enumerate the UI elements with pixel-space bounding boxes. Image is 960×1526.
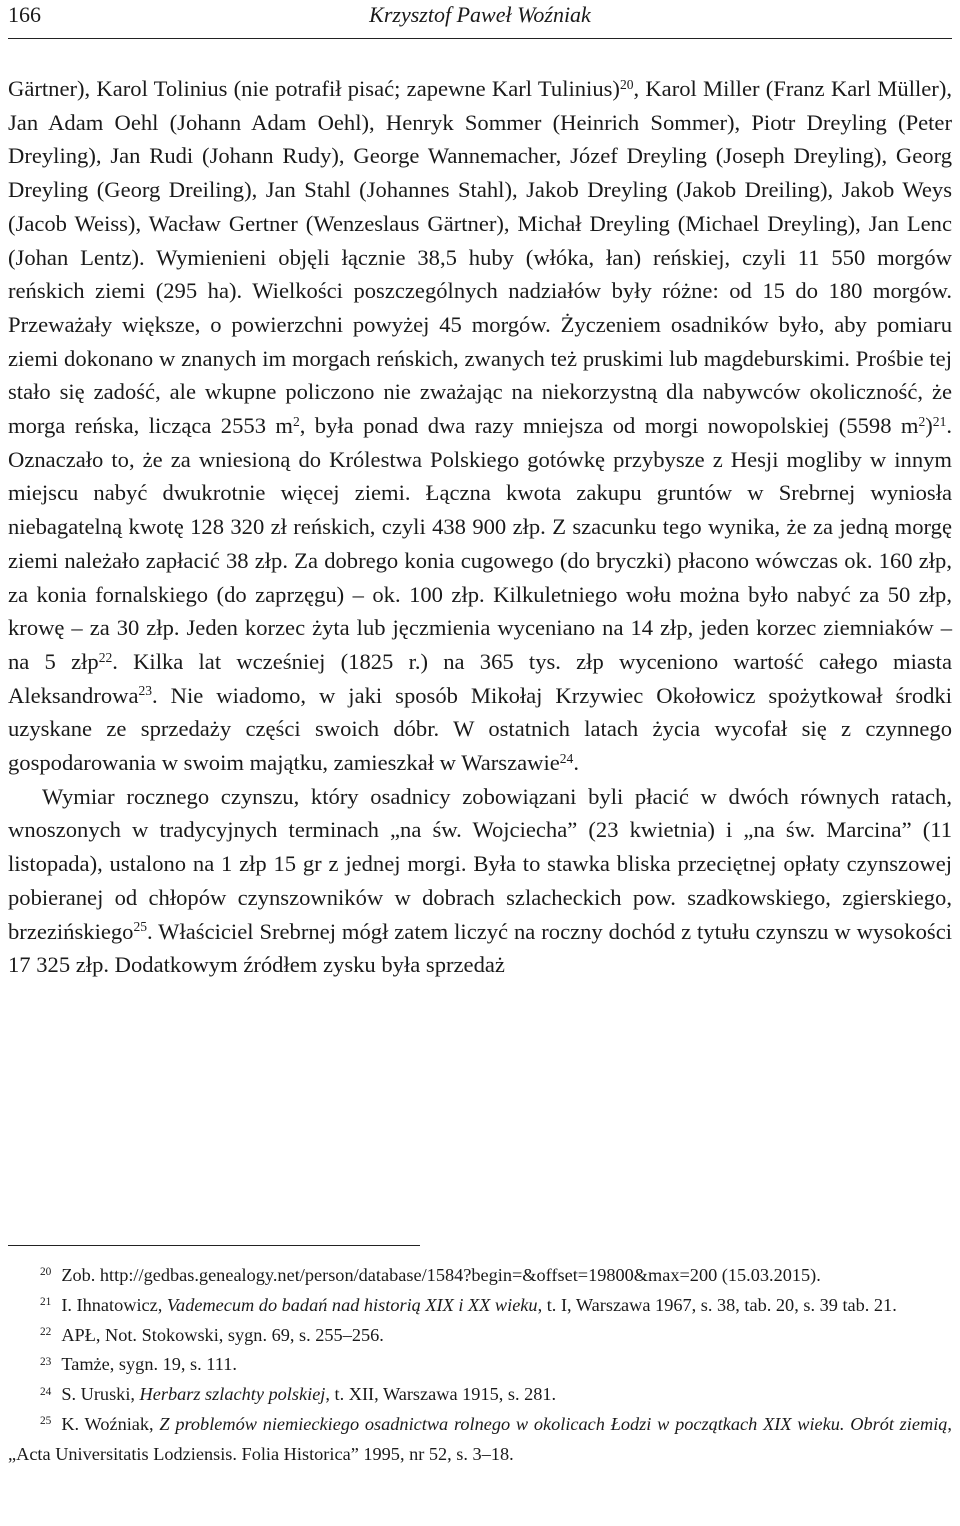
page-number: 166 (8, 2, 41, 27)
page-header (8, 0, 952, 39)
footnote-ref-20: 20 (619, 76, 634, 92)
footnote-ref-24: 24 (559, 750, 574, 766)
running-title: Krzysztof Paweł Woźniak (369, 2, 591, 27)
footnote-20: $^{20}$ Zob. http://gedbas.genealogy.net/person/database/1584?begin=&offset=19800&max=200 (15.03.2015). (40, 1265, 821, 1285)
footnote-ref-21: 21 (932, 413, 947, 429)
superscript-square: 2 (918, 413, 926, 429)
footnotes (8, 1262, 952, 1468)
footnote-ref-23: 23 (138, 683, 153, 699)
footnote-22: $^{22}$ APŁ, Not. Stokowski, sygn. 69, s. 255–256. (40, 1324, 384, 1345)
footnote-21: $^{21}$ I. Ihnatowicz, Vademecum do badań nad historią XIX i XX wieku, t. I, Warszawa 1967, s. 38, tab. 20, s. 39 tab. 21. (40, 1294, 897, 1315)
footnote-ref-25: 25 (133, 919, 148, 935)
main-text (8, 72, 952, 982)
paragraph-1: Gärtner), Karol Tolinius (nie potrafił pisać; zapewne Karl Tulinius)$^{20}$, Karol Miller (Franz Karl Müller), Jan Adam Oehl (Johann Adam Oehl), Henryk Sommer (Heinrich Sommer), Piotr Dreyling (Peter Dreyling), Jan Rudi (Johann Rudy), George Wannemacher, Józef Dreyling (Joseph Dreyling), Georg Dreyling (Georg Dreiling), Jan Stahl (Johannes Stahl), Jakob Dreyling (Jakob Dreiling), Jakob Weys (Jacob Weiss), Wacław Gertner (Wenzeslaus Gärtner), Michał Dreyling (Michael Dreyling), Jan Lenc (Johan Lentz). Wymienieni objęli łącznie 38,5 huby (włóka, łan) reńskiej, czyli 11 550 morgów reńskich ziemi (295 ha). Wielkości poszczególnych nadziałów były różne: od 15 do 180 morgów. Przeważały większe, o powierzchni powyżej 45 morgów. Życzeniem osadników było, aby pomiaru ziemi dokonano w znanych im morgach reńskich, zwanych też pruskimi lub magdeburskimi. Prośbie tej stało się zadość, ale wkupne policzono nie zważając na niekorzystną dla nabywców okoliczność, że morga reńska, licząca 2553 $m^2$, była ponad dwa razy mniejsza od morgi nowopolskiej (5598 $m^2)^{21}$. Oznaczało to, że za wniesioną do Królestwa Polskiego gotówkę przybysze z Hesji mogliby w innym miejscu nabyć dwukrotnie więcej ziemi. Łączna kwota zakupu gruntów w Srebrnej wyniosła niebagatelną kwotę 128 320 zł reńskich, czyli 438 900 złp. Z szacunku tego wynika, że za jedną morgę ziemi należało zapłacić 38 złp. Za dobrego konia cugowego (do bryczki) płacono wówczas ok. 160 złp, za konia fornalskiego (do zaprzęgu) – ok. 100 złp. Kilkuletniego wołu można było nabyć za 50 złp, krowę – za 30 złp. Jeden korzec żyta lub jęczmienia wyceniano na 14 złp, jeden korzec ziemniaków – na 5 złp$^{22}$. Kilka lat wcześniej (1825 r.) na 365 tys. złp wyceniono wartość całego miasta Aleksandrowa$^{23}$. Nie wiadomo, w jaki sposób Mikołaj Krzywiec Okołowicz spożytkował środki uzyskane ze sprzedaży części swoich dóbr. W ostatnich latach życia wycofał się z czynnego gospodarowania w swoim majątku, zamieszkał w Warszawie$^{24}$. (8, 76, 952, 776)
superscript-square: 2 (292, 413, 300, 429)
footnote-separator (8, 1245, 420, 1246)
footnote-ref-22: 22 (98, 649, 113, 665)
footnote-23: $^{23}$ Tamże, sygn. 19, s. 111. (40, 1354, 237, 1375)
paragraph-2: Wymiar rocznego czynszu, który osadnicy zobowiązani byli płacić w dwóch równych ratach, wnoszonych w tradycyjnych terminach „na św. Wojciecha” (23 kwietnia) i „na św. Marcina” (11 listopada), ustalono na 1 złp 15 gr z jednej morgi. Była to stawka bliska przeciętnej opłaty czynszowej pobieranej od chłopów czynszowników w dobrach szlacheckich pow. szadkowskiego, zgierskiego, brzezińskiego$^{25}$. Właściciel Srebrnej mógł zatem liczyć na roczny dochód z tytułu czynszu w wysokości 17 325 złp. Dodatkowym źródłem zysku była sprzedaż (8, 783, 952, 978)
footnote-24: $^{24}$ S. Uruski, Herbarz szlachty polskiej, t. XII, Warszawa 1915, s. 281. (40, 1384, 557, 1405)
footnote-25: $^{25}$ K. Woźniak, Z problemów niemieckiego osadnictwa rolnego w okolicach Łodzi w początkach XIX wieku. Obrót ziemią, „Acta Universitatis Lodziensis. Folia Historica” 1995, nr 52, s. 3–18. (8, 1413, 952, 1464)
